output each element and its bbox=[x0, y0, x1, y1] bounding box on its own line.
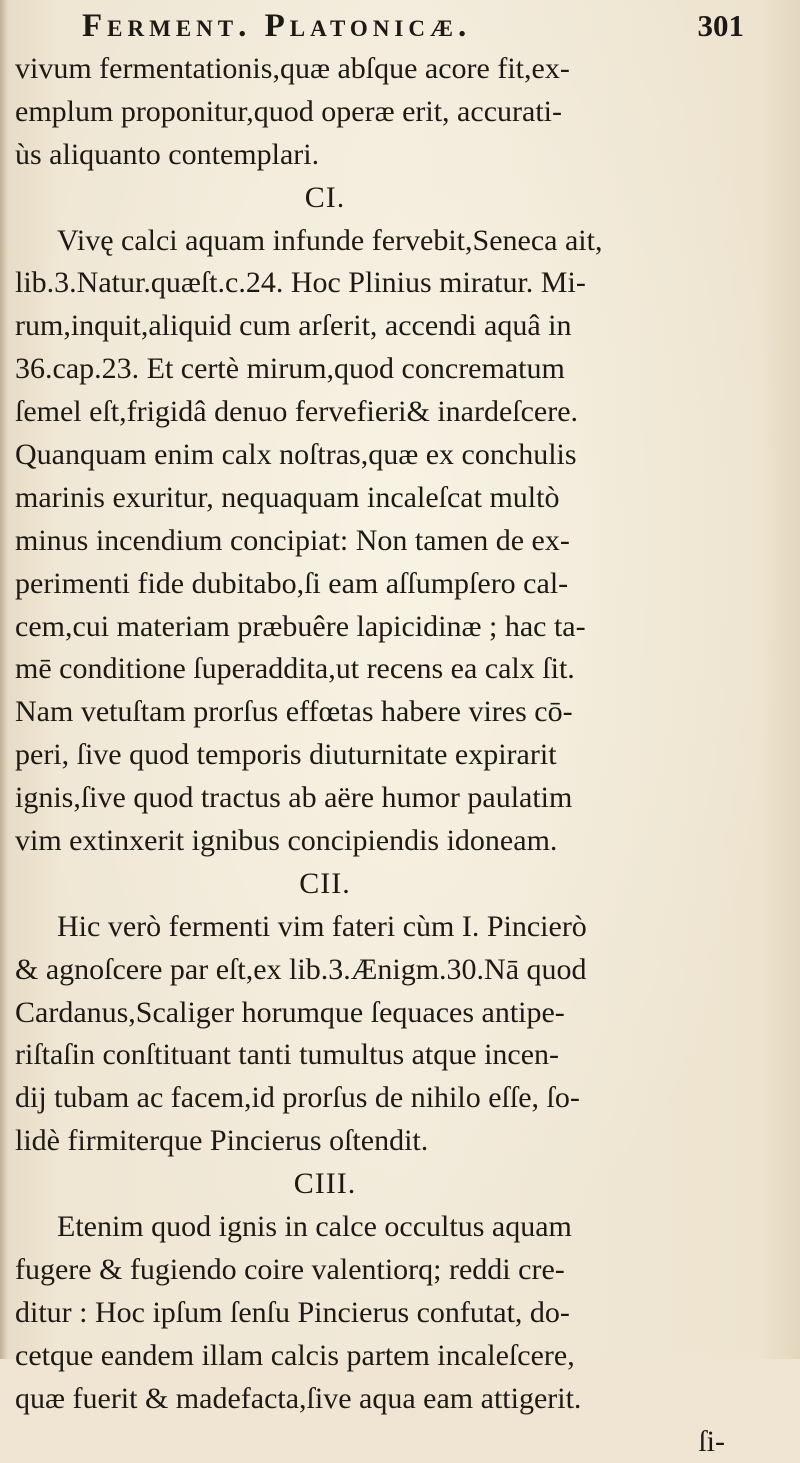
text-line: Cardanus,Scaliger horumque ſequaces antipe- bbox=[15, 992, 785, 1035]
text-line: vivum fermentationis,quæ abſque acore fit,ex- bbox=[15, 48, 785, 91]
section-number: CI. bbox=[15, 177, 785, 220]
text-line: ſemel eſt,frigidâ denuo fervefieri& inardeſcere. bbox=[15, 391, 785, 434]
catchword: ſi- bbox=[15, 1421, 785, 1463]
gutter-shadow bbox=[0, 0, 8, 1359]
text-line: lidè firmiterque Pincierus oſtendit. bbox=[15, 1120, 785, 1163]
text-line: Hic verò fermenti vim fateri cùm I. Pincierò bbox=[15, 906, 785, 949]
section-number: CIII. bbox=[15, 1163, 785, 1206]
text-line: perimenti fide dubitabo,ſi eam aſſumpſero cal- bbox=[15, 563, 785, 606]
text-line: 36.cap.23. Et certè mirum,quod concrematum bbox=[15, 348, 785, 391]
text-line: Nam vetuſtam prorſus effœtas habere vires cō- bbox=[15, 691, 785, 734]
text-line: vim extinxerit ignibus concipiendis idoneam. bbox=[15, 820, 785, 863]
text-line: Etenim quod ignis in calce occultus aquam bbox=[15, 1206, 785, 1249]
text-line: & agnoſcere par eſt,ex lib.3.Ænigm.30.Nā quod bbox=[15, 949, 785, 992]
text-line: cetque eandem illam calcis partem incaleſcere, bbox=[15, 1335, 785, 1378]
text-line: mē conditione ſuperaddita,ut recens ea calx ſit. bbox=[15, 648, 785, 691]
text-line: marinis exuritur, nequaquam incaleſcat multò bbox=[15, 477, 785, 520]
page-number: 301 bbox=[698, 8, 745, 44]
text-line: Quanquam enim calx noſtras,quæ ex conchulis bbox=[15, 434, 785, 477]
text-line: cem,cui materiam præbuêre lapicidinæ ; hac ta- bbox=[15, 606, 785, 649]
text-line: rum,inquit,aliquid cum arſerit, accendi aquâ in bbox=[15, 305, 785, 348]
text-line: fugere & fugiendo coire valentiorq; reddi cre- bbox=[15, 1249, 785, 1292]
text-line: ùs aliquanto contemplari. bbox=[15, 134, 785, 177]
text-line: peri, ſive quod temporis diuturnitate expirarit bbox=[15, 734, 785, 777]
text-line: emplum proponitur,quod operæ erit, accurati- bbox=[15, 91, 785, 134]
section-number: CII. bbox=[15, 863, 785, 906]
text-line: quæ fuerit & madefacta,ſive aqua eam attigerit. bbox=[15, 1378, 785, 1421]
text-block bbox=[15, 48, 785, 1463]
text-line: Vivę calci aquam infunde fervebit,Seneca ait, bbox=[15, 220, 785, 263]
text-line: riſtaſin conſtituant tanti tumultus atque incen- bbox=[15, 1034, 785, 1077]
text-line: minus incendium concipiat: Non tamen de ex- bbox=[15, 520, 785, 563]
text-line: dij tubam ac facem,id prorſus de nihilo eſſe, ſo- bbox=[15, 1077, 785, 1120]
text-line: lib.3.Natur.quæſt.c.24. Hoc Plinius miratur. Mi- bbox=[15, 262, 785, 305]
running-head bbox=[70, 8, 760, 48]
text-line: ignis,ſive quod tractus ab aëre humor paulatim bbox=[15, 777, 785, 820]
text-line: ditur : Hoc ipſum ſenſu Pincierus confutat, do- bbox=[15, 1292, 785, 1335]
running-title: Ferment. Platonicæ. bbox=[82, 8, 471, 45]
